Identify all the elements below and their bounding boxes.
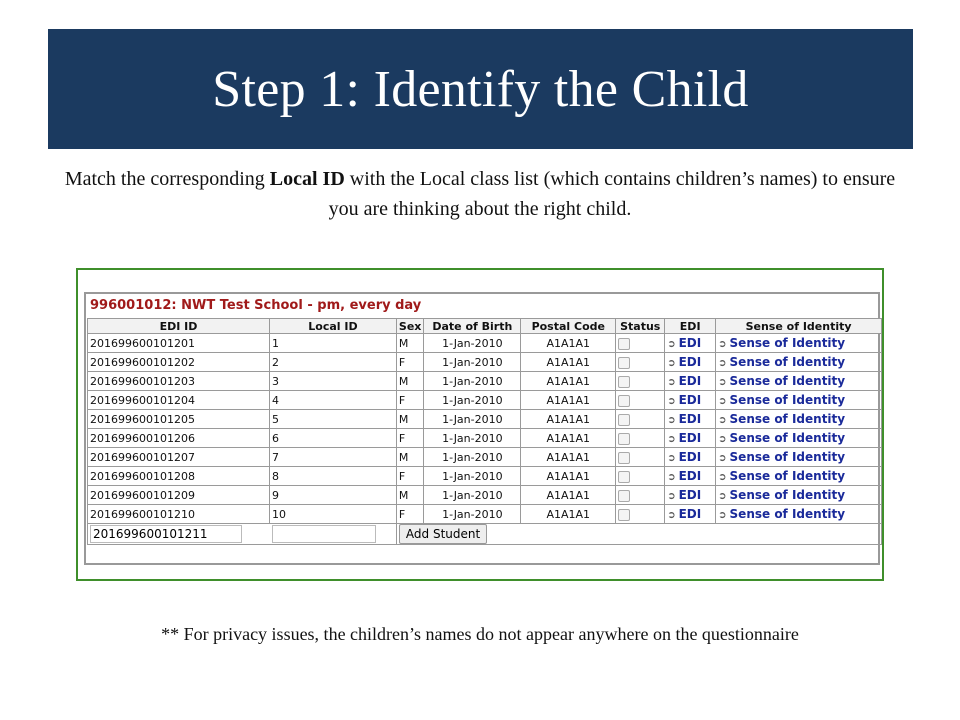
edi-link[interactable]: EDI: [678, 355, 702, 369]
checkbox-icon[interactable]: [618, 414, 630, 426]
edi-link-cell: [665, 467, 716, 486]
header-row: [88, 319, 882, 334]
intro-text: [60, 164, 900, 224]
postal-code-cell: A1A1A1: [521, 334, 616, 353]
checkbox-icon[interactable]: [618, 357, 630, 369]
add-row-button-cell: [396, 524, 881, 545]
status-cell: [616, 410, 665, 429]
column-header: Sex: [396, 319, 423, 334]
sex-cell: F: [396, 467, 423, 486]
add-row-inputs-cell: [88, 524, 397, 545]
sense-of-identity-link[interactable]: Sense of Identity: [729, 450, 846, 464]
table-row: [88, 334, 882, 353]
column-header: Date of Birth: [424, 319, 521, 334]
sex-cell: M: [396, 410, 423, 429]
title-bar: [48, 29, 913, 149]
postal-code-cell: A1A1A1: [521, 448, 616, 467]
sense-of-identity-link-cell: [716, 410, 882, 429]
edi-link[interactable]: EDI: [678, 488, 702, 502]
add-student-button[interactable]: Add Student: [399, 524, 487, 544]
arrow-right-icon: ➲: [718, 510, 727, 521]
checkbox-icon[interactable]: [618, 509, 630, 521]
postal-code-cell: A1A1A1: [521, 372, 616, 391]
sex-cell: F: [396, 429, 423, 448]
dob-cell: 1-Jan-2010: [424, 334, 521, 353]
postal-code-cell: A1A1A1: [521, 467, 616, 486]
privacy-note: ** For privacy issues, the children’s names do not appear anywhere on the questionnaire: [161, 624, 799, 644]
arrow-right-icon: ➲: [667, 472, 676, 483]
new-edi-id-input[interactable]: [90, 525, 242, 543]
edi-link[interactable]: EDI: [678, 336, 702, 350]
column-header: Sense of Identity: [716, 319, 882, 334]
postal-code-cell: A1A1A1: [521, 410, 616, 429]
edi-link-cell: [665, 353, 716, 372]
sex-cell: M: [396, 448, 423, 467]
arrow-right-icon: ➲: [667, 510, 676, 521]
checkbox-icon[interactable]: [618, 395, 630, 407]
school-title: 996001012: NWT Test School - pm, every day: [90, 298, 422, 313]
column-header: Local ID: [269, 319, 396, 334]
column-header: Postal Code: [521, 319, 616, 334]
sense-of-identity-link-cell: [716, 391, 882, 410]
arrow-right-icon: ➲: [667, 415, 676, 426]
arrow-right-icon: ➲: [667, 377, 676, 388]
checkbox-icon[interactable]: [618, 433, 630, 445]
intro-text-part: Match the corresponding: [64, 168, 270, 190]
edi-id-cell: 201699600101206: [88, 429, 270, 448]
table-row: [88, 410, 882, 429]
arrow-right-icon: ➲: [718, 377, 727, 388]
arrow-right-icon: ➲: [718, 396, 727, 407]
edi-id-cell: 201699600101210: [88, 505, 270, 524]
arrow-right-icon: ➲: [718, 472, 727, 483]
sense-of-identity-link[interactable]: Sense of Identity: [729, 374, 846, 388]
roster-table: [87, 318, 882, 545]
column-header: EDI: [665, 319, 716, 334]
arrow-right-icon: ➲: [718, 491, 727, 502]
checkbox-icon[interactable]: [618, 376, 630, 388]
edi-id-cell: 201699600101203: [88, 372, 270, 391]
local-id-cell: 5: [269, 410, 396, 429]
table-row: [88, 372, 882, 391]
sense-of-identity-link[interactable]: Sense of Identity: [729, 507, 846, 521]
slide-title: Step 1: Identify the Child: [212, 60, 749, 118]
sex-cell: F: [396, 505, 423, 524]
dob-cell: 1-Jan-2010: [424, 448, 521, 467]
sense-of-identity-link-cell: [716, 429, 882, 448]
edi-link[interactable]: EDI: [678, 469, 702, 483]
edi-link-cell: [665, 334, 716, 353]
local-id-cell: 6: [269, 429, 396, 448]
sense-of-identity-link[interactable]: Sense of Identity: [729, 412, 846, 426]
postal-code-cell: A1A1A1: [521, 486, 616, 505]
postal-code-cell: A1A1A1: [521, 429, 616, 448]
edi-id-cell: 201699600101205: [88, 410, 270, 429]
local-id-cell: 7: [269, 448, 396, 467]
arrow-right-icon: ➲: [718, 339, 727, 350]
edi-id-cell: 201699600101207: [88, 448, 270, 467]
sense-of-identity-link[interactable]: Sense of Identity: [729, 336, 846, 350]
dob-cell: 1-Jan-2010: [424, 486, 521, 505]
edi-link-cell: [665, 410, 716, 429]
edi-id-cell: 201699600101202: [88, 353, 270, 372]
sex-cell: M: [396, 486, 423, 505]
table-row: [88, 391, 882, 410]
sense-of-identity-link[interactable]: Sense of Identity: [729, 355, 846, 369]
column-header: Status: [616, 319, 665, 334]
checkbox-icon[interactable]: [618, 471, 630, 483]
status-cell: [616, 429, 665, 448]
arrow-right-icon: ➲: [718, 415, 727, 426]
sex-cell: F: [396, 353, 423, 372]
edi-id-cell: 201699600101208: [88, 467, 270, 486]
arrow-right-icon: ➲: [667, 339, 676, 350]
arrow-right-icon: ➲: [718, 453, 727, 464]
edi-link-cell: [665, 372, 716, 391]
arrow-right-icon: ➲: [667, 491, 676, 502]
local-id-cell: 1: [269, 334, 396, 353]
dob-cell: 1-Jan-2010: [424, 467, 521, 486]
sex-cell: F: [396, 391, 423, 410]
edi-link-cell: [665, 486, 716, 505]
intro-text-part: with the Local class list (which contains children’s names) to ensure you are thinking about the right child.: [328, 168, 896, 220]
status-cell: [616, 486, 665, 505]
local-id-cell: 8: [269, 467, 396, 486]
sense-of-identity-link-cell: [716, 467, 882, 486]
sense-of-identity-link-cell: [716, 334, 882, 353]
sex-cell: M: [396, 372, 423, 391]
edi-link-cell: [665, 448, 716, 467]
dob-cell: 1-Jan-2010: [424, 353, 521, 372]
local-id-cell: 3: [269, 372, 396, 391]
arrow-right-icon: ➲: [718, 434, 727, 445]
table-row: [88, 448, 882, 467]
table-row: [88, 505, 882, 524]
status-cell: [616, 448, 665, 467]
edi-id-cell: 201699600101209: [88, 486, 270, 505]
edi-link[interactable]: EDI: [678, 450, 702, 464]
arrow-right-icon: ➲: [667, 453, 676, 464]
edi-link[interactable]: EDI: [678, 431, 702, 445]
edi-link[interactable]: EDI: [678, 507, 702, 521]
sense-of-identity-link-cell: [716, 353, 882, 372]
dob-cell: 1-Jan-2010: [424, 372, 521, 391]
status-cell: [616, 467, 665, 486]
add-student-row: [88, 524, 882, 545]
roster-panel: [76, 268, 884, 581]
table-row: [88, 486, 882, 505]
status-cell: [616, 372, 665, 391]
new-local-id-input[interactable]: [272, 525, 376, 543]
sense-of-identity-link-cell: [716, 372, 882, 391]
sense-of-identity-link[interactable]: Sense of Identity: [729, 431, 846, 445]
edi-link[interactable]: EDI: [678, 374, 702, 388]
status-cell: [616, 505, 665, 524]
arrow-right-icon: ➲: [718, 358, 727, 369]
checkbox-icon[interactable]: [618, 338, 630, 350]
local-id-cell: 4: [269, 391, 396, 410]
edi-id-cell: 201699600101204: [88, 391, 270, 410]
edi-id-cell: 201699600101201: [88, 334, 270, 353]
sense-of-identity-link[interactable]: Sense of Identity: [729, 488, 846, 502]
sense-of-identity-link-cell: [716, 505, 882, 524]
arrow-right-icon: ➲: [667, 434, 676, 445]
status-cell: [616, 353, 665, 372]
table-row: [88, 429, 882, 448]
sex-cell: M: [396, 334, 423, 353]
table-row: [88, 353, 882, 372]
arrow-right-icon: ➲: [667, 358, 676, 369]
local-id-cell: 9: [269, 486, 396, 505]
sense-of-identity-link-cell: [716, 448, 882, 467]
dob-cell: 1-Jan-2010: [424, 429, 521, 448]
dob-cell: 1-Jan-2010: [424, 505, 521, 524]
sense-of-identity-link-cell: [716, 486, 882, 505]
postal-code-cell: A1A1A1: [521, 505, 616, 524]
edi-link-cell: [665, 505, 716, 524]
local-id-cell: 10: [269, 505, 396, 524]
table-row: [88, 467, 882, 486]
checkbox-icon[interactable]: [618, 490, 630, 502]
checkbox-icon[interactable]: [618, 452, 630, 464]
edi-link[interactable]: EDI: [678, 393, 702, 407]
postal-code-cell: A1A1A1: [521, 353, 616, 372]
arrow-right-icon: ➲: [667, 396, 676, 407]
dob-cell: 1-Jan-2010: [424, 410, 521, 429]
sense-of-identity-link[interactable]: Sense of Identity: [729, 469, 846, 483]
sense-of-identity-link[interactable]: Sense of Identity: [729, 393, 846, 407]
postal-code-cell: A1A1A1: [521, 391, 616, 410]
local-id-cell: 2: [269, 353, 396, 372]
status-cell: [616, 334, 665, 353]
intro-bold-local-id: Local ID: [269, 168, 345, 190]
edi-link-cell: [665, 391, 716, 410]
edi-link-cell: [665, 429, 716, 448]
column-header: EDI ID: [88, 319, 270, 334]
status-cell: [616, 391, 665, 410]
edi-link[interactable]: EDI: [678, 412, 702, 426]
dob-cell: 1-Jan-2010: [424, 391, 521, 410]
